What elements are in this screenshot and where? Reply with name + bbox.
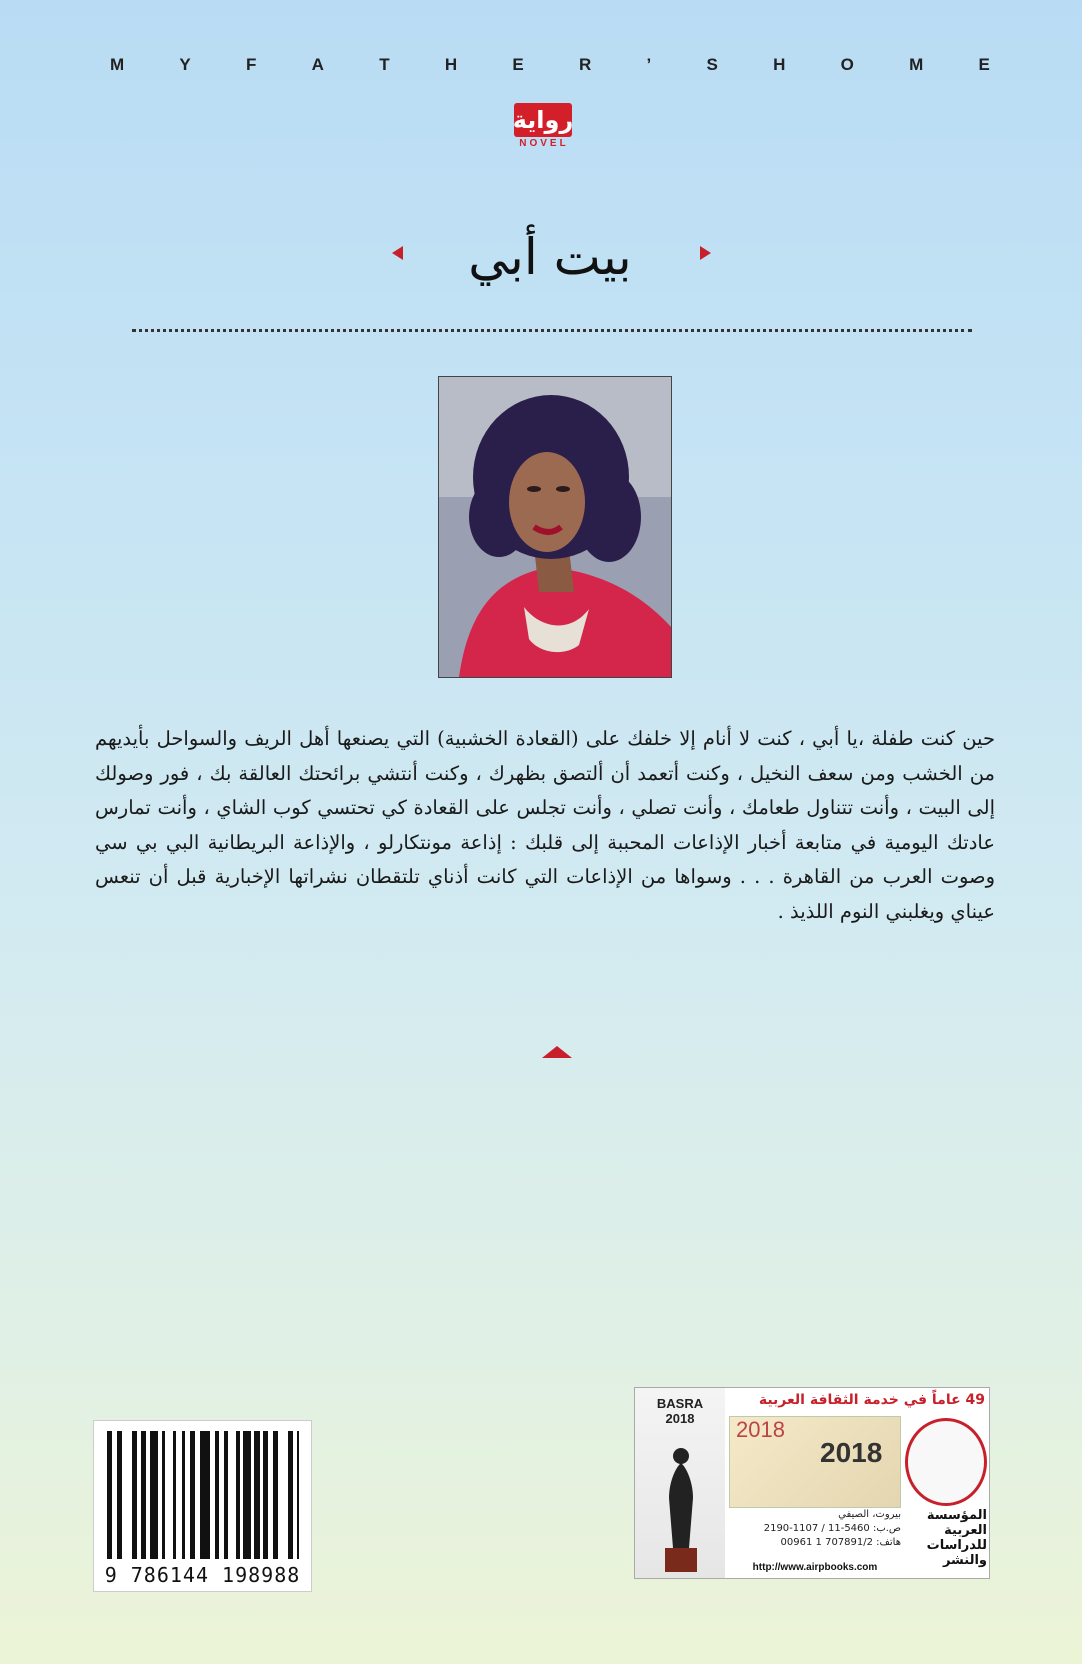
- barcode-bar: [216, 1431, 219, 1559]
- dotted-divider: [132, 329, 972, 332]
- barcode-bar: [258, 1431, 259, 1559]
- barcode-bar: [208, 1431, 210, 1559]
- barcode-bar: [236, 1431, 237, 1559]
- barcode-bar: [263, 1431, 266, 1559]
- title-letter: E: [512, 55, 524, 74]
- title-letter: F: [246, 55, 257, 74]
- barcode-bar: [275, 1431, 278, 1559]
- barcode-bar: [117, 1431, 119, 1559]
- barcode-bar: [141, 1431, 143, 1559]
- barcode-bars: [94, 1427, 311, 1567]
- isbn-number: 9 786144 198988: [104, 1563, 301, 1587]
- barcode-bar: [164, 1431, 165, 1559]
- publisher-url[interactable]: http://www.airpbooks.com: [752, 1562, 878, 1573]
- title-letter: Y: [179, 55, 191, 74]
- barcode-bar: [259, 1431, 260, 1559]
- barcode-bar: [248, 1431, 251, 1559]
- barcode-bar: [273, 1431, 275, 1559]
- logo-english: NOVEL: [519, 138, 569, 149]
- anniversary-banner: 49 عاماً في خدمة الثقافة العربية: [758, 1392, 985, 1408]
- barcode-bar: [254, 1431, 256, 1559]
- barcode-bar: [184, 1431, 185, 1559]
- publisher-emblem-icon: [905, 1418, 987, 1506]
- barcode-bar: [135, 1431, 137, 1559]
- barcode-bar: [227, 1431, 228, 1559]
- barcode-bar: [150, 1431, 151, 1559]
- author-photo: [438, 376, 672, 678]
- barcode-bar: [297, 1431, 299, 1559]
- basra-text: BASRA: [656, 1396, 704, 1411]
- anniversary-stamp: [729, 1416, 901, 1508]
- barcode-bar: [143, 1431, 144, 1559]
- title-marker-right-icon: [700, 246, 711, 260]
- stamp-year-small: 2018: [736, 1417, 785, 1442]
- barcode-bar: [243, 1431, 246, 1559]
- title-letter: H: [444, 55, 458, 74]
- barcode-bar: [266, 1431, 268, 1559]
- barcode-bar: [256, 1431, 258, 1559]
- barcode-bar: [174, 1431, 176, 1559]
- address-line-1: بيروت، الصيفي: [838, 1509, 901, 1520]
- title-letter: H: [773, 55, 786, 74]
- barcode-bar: [291, 1431, 293, 1559]
- barcode-bar: [191, 1431, 194, 1559]
- barcode-bar: [182, 1431, 184, 1559]
- barcode-bar: [206, 1431, 208, 1559]
- barcode-bar: [110, 1431, 112, 1559]
- barcode-bar: [144, 1431, 146, 1559]
- barcode-bar: [246, 1431, 248, 1559]
- title-letter: M: [110, 55, 125, 74]
- barcode-bar: [173, 1431, 174, 1559]
- title-letter: T: [379, 55, 390, 74]
- basra-panel: [635, 1388, 725, 1578]
- barcode-bar: [215, 1431, 216, 1559]
- statue-icon: [635, 1388, 725, 1578]
- title-letter: R: [578, 55, 592, 74]
- title-letter: S: [706, 55, 718, 74]
- barcode-bar: [224, 1431, 227, 1559]
- barcode-bar: [200, 1431, 203, 1559]
- barcode-bar: [237, 1431, 240, 1559]
- isbn-barcode: [93, 1420, 312, 1592]
- title-letter: ’: [646, 55, 652, 74]
- title-letter: M: [909, 55, 924, 74]
- barcode-bar: [107, 1431, 110, 1559]
- english-title: [110, 55, 990, 75]
- barcode-bar: [152, 1431, 155, 1559]
- barcode-bar: [151, 1431, 152, 1559]
- title-letter: O: [840, 55, 854, 74]
- barcode-bar: [288, 1431, 291, 1559]
- blurb-text: حين كنت طفلة ،يا أبي ، كنت لا أنام إلا خلفك على (القعادة الخشبية) التي يصنعها أهل الريف والسواحل بأيديهم من الخشب ومن سعف النخيل ، وكنت أتعمد أن ألتصق بظهرك ، وكنت أنتشي برائحتك العالقة بك ، فور وصولك إلى البيت ، وأنت تتناول طعامك ، وأنت تصلي ، وأنت تجلس على القعادة كي تحتسي كوب الشاي ، وأنت تمارس عادتك اليومية في متابعة أخبار الإذاعات المحببة إلى قلبك : إذاعة مونتكارلو ، والإذاعة البريطانية البي بي سي وصوت العرب من القاهرة . . . وسواها من الإذاعات التي كانت أذناي تلتقطان نشراتها الإخبارية قبل أن تنعس عيناي ويغلبني النوم اللذيذ .: [95, 727, 995, 923]
- barcode-bar: [203, 1431, 206, 1559]
- stamp-year: 2018: [820, 1437, 883, 1468]
- book-title: بيت أبي: [468, 228, 632, 286]
- title-letter: E: [978, 55, 990, 74]
- publisher-name: المؤسسة العربية للدراسات والنشر: [926, 1508, 987, 1568]
- back-cover-blurb: [95, 722, 995, 929]
- barcode-bar: [162, 1431, 164, 1559]
- barcode-bar: [155, 1431, 158, 1559]
- logo-arabic: رواية: [514, 103, 572, 137]
- publisher-address: [729, 1508, 901, 1550]
- basra-year: 2018: [665, 1411, 695, 1426]
- publisher-block: [634, 1387, 990, 1579]
- novel-series-logo: [514, 103, 574, 158]
- address-line-3: هاتف: 707891/2 1 00961: [780, 1537, 901, 1548]
- address-line-2: ص.ب: 5460-11 / 1107-2190: [763, 1523, 901, 1534]
- barcode-bar: [119, 1431, 122, 1559]
- barcode-bar: [190, 1431, 191, 1559]
- section-end-marker-icon: [542, 1046, 572, 1058]
- title-letter: A: [311, 55, 324, 74]
- barcode-bar: [132, 1431, 135, 1559]
- barcode-bar: [194, 1431, 195, 1559]
